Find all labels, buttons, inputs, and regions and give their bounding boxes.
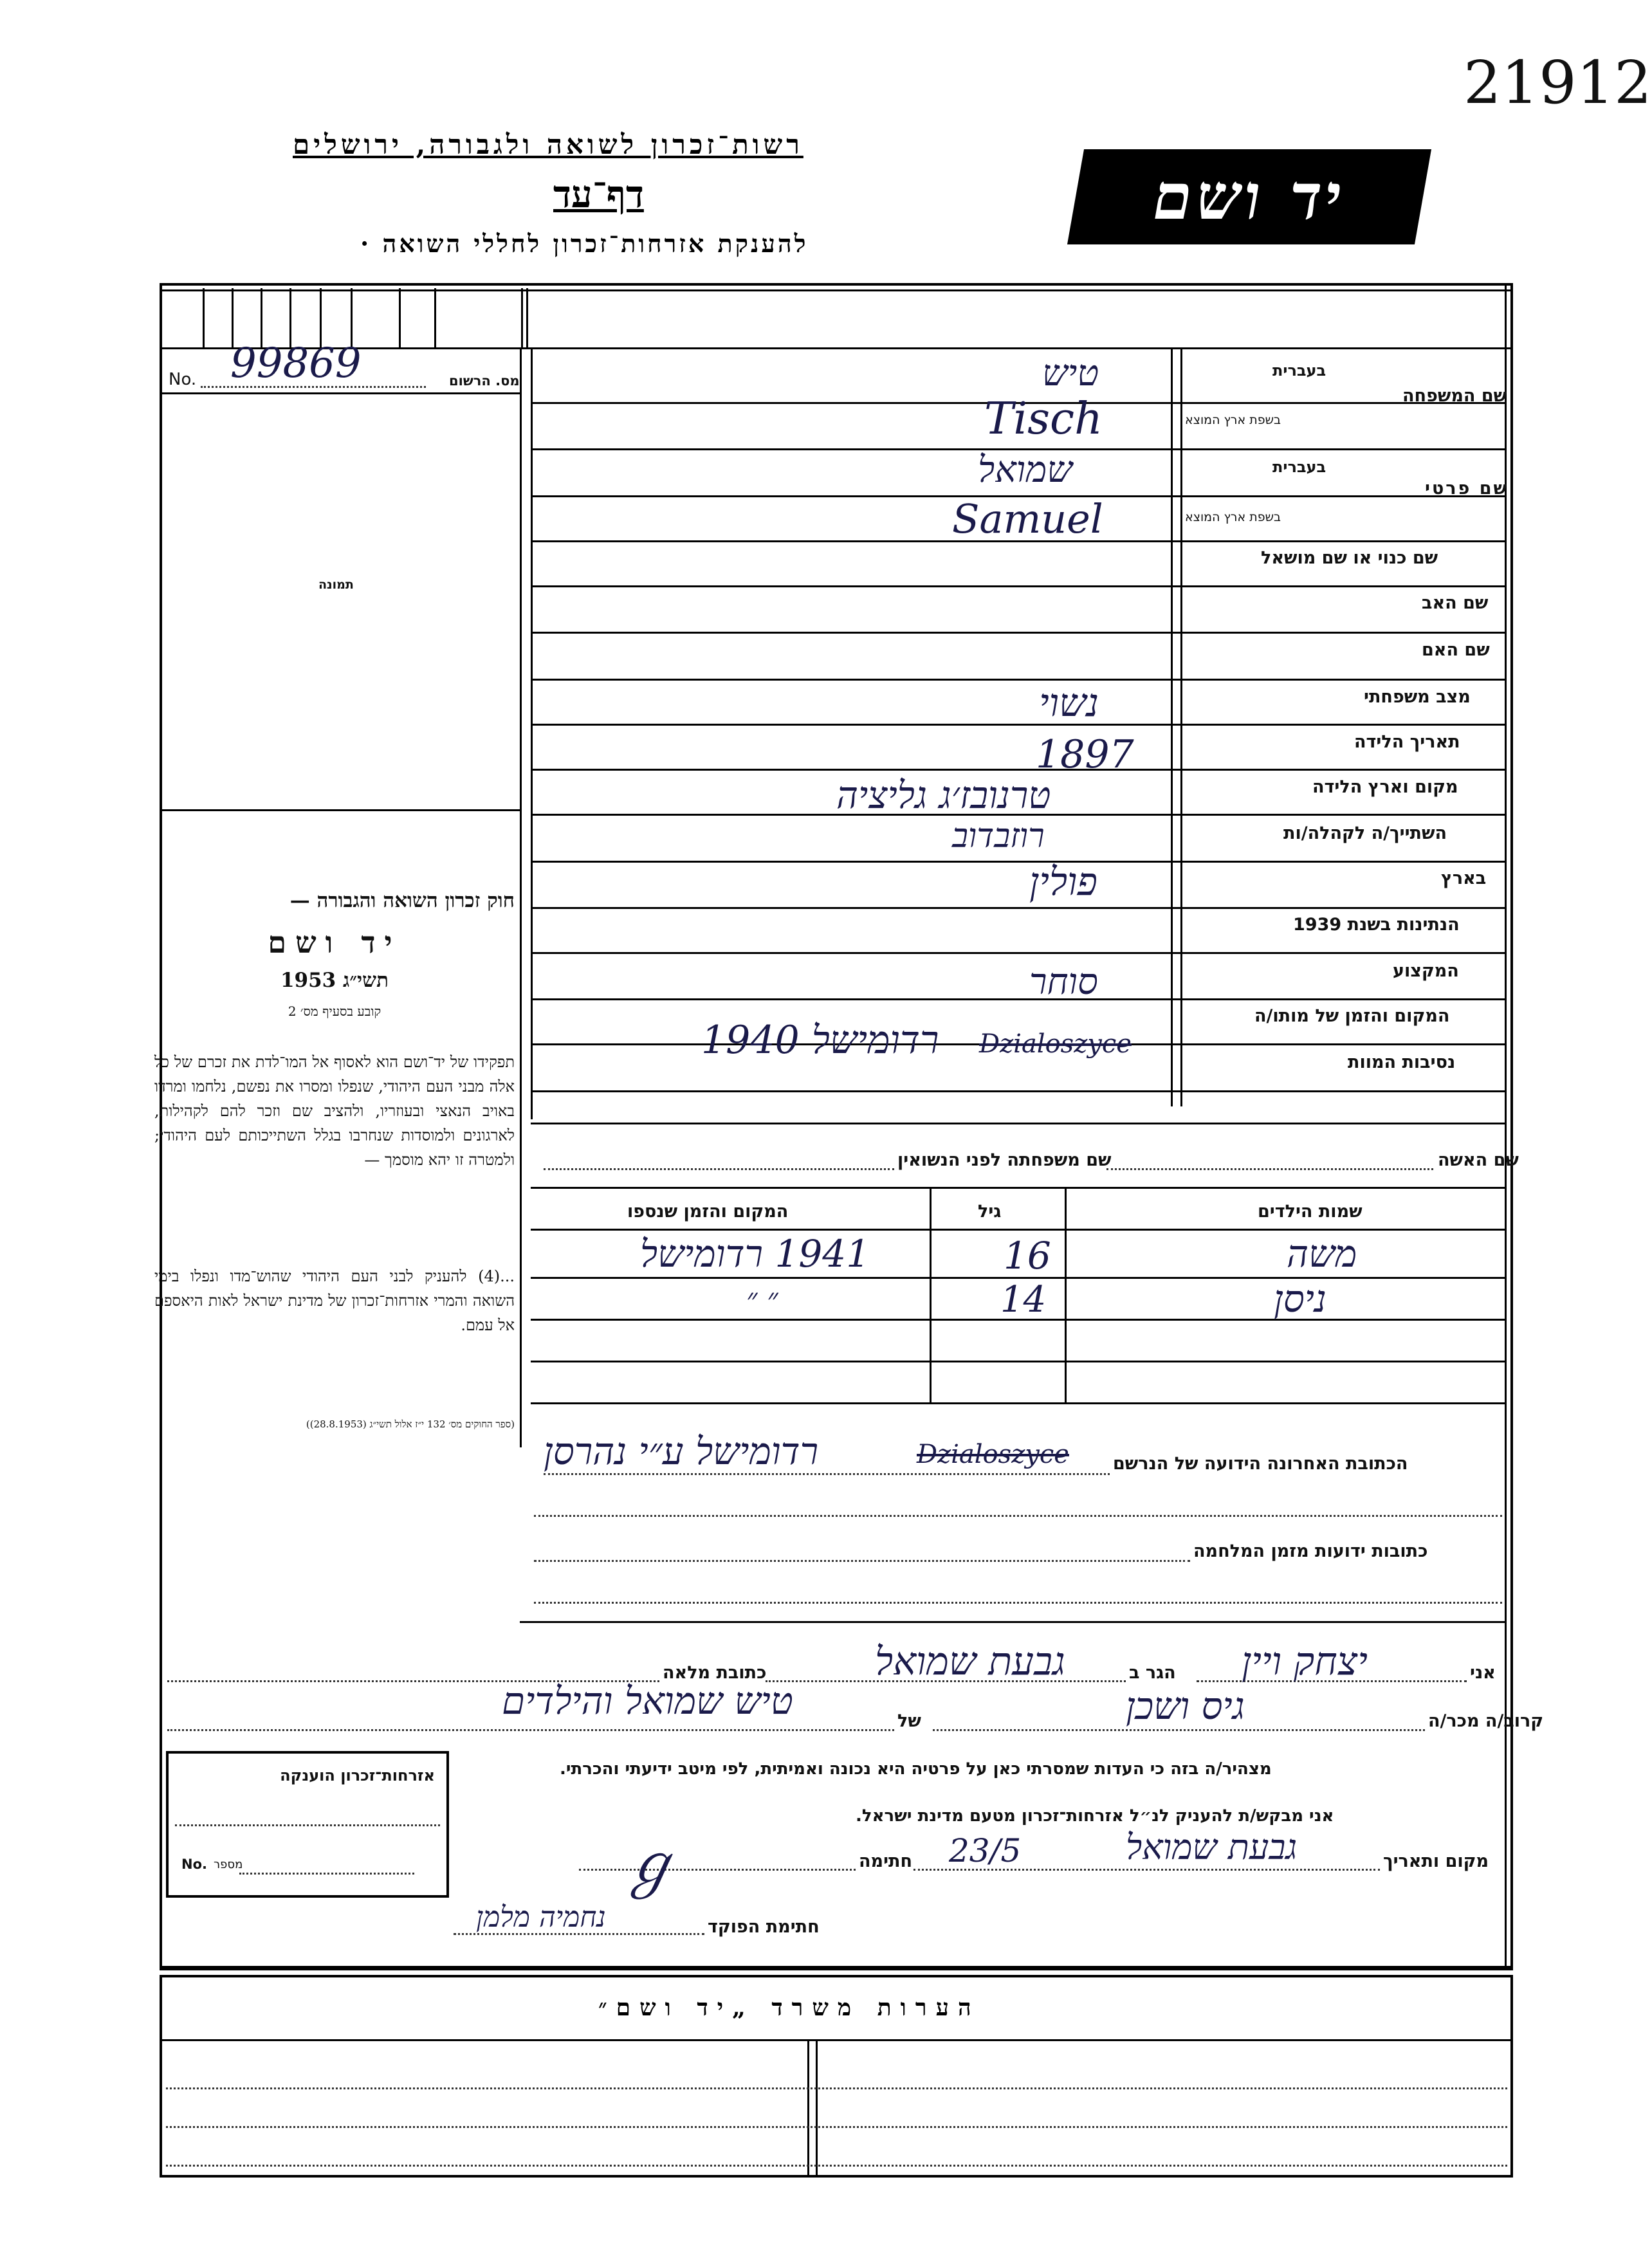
- profession-value: סוחר: [1029, 961, 1098, 1003]
- left-column-border: [520, 347, 522, 1447]
- granted-box-no-label: No.: [181, 1857, 207, 1872]
- row-line-11: [531, 861, 1505, 863]
- family-name-label: שם המשפחה: [1402, 386, 1507, 406]
- wife-dotline: [1106, 1168, 1433, 1170]
- law-year: תשי״ג 1953: [280, 969, 389, 992]
- country-value: פולין: [1029, 859, 1097, 904]
- family-name-origin-value: Tisch: [984, 394, 1103, 445]
- children-row-line-3: [531, 1361, 1505, 1362]
- child-1-place: 1941 רדומישל: [640, 1232, 870, 1276]
- witness-relation-label: קרוב/ה מכר/ה: [1428, 1711, 1544, 1731]
- wartime-dotline: [534, 1560, 1190, 1562]
- wartime-dotline-2: [534, 1602, 1502, 1604]
- birth-place-value: טרנובז׳ג גליציה: [836, 773, 1051, 817]
- witness-resides-label: הגר ב: [1129, 1663, 1176, 1683]
- family-name-hebrew-value: טיש: [1042, 353, 1099, 394]
- death-struck-value: Dzialoszyce: [979, 1029, 1132, 1059]
- children-header-names: שמות הילדים: [1258, 1202, 1363, 1222]
- address-section-bottom: [520, 1621, 1505, 1623]
- child-1-age: 16: [1004, 1234, 1051, 1278]
- witness-of-value: טיש שמואל והילדים: [502, 1679, 793, 1723]
- profession-label: המקצוע: [1393, 961, 1459, 981]
- wartime-address-label: כתובות ידועות מזמן המלחמה: [1193, 1541, 1428, 1561]
- law-body-1: תפקידו של יד־ושם הוא לאסוף אל המו־לדת את זכרם של כל אלה מבני העם היהודי, שנפלו ומסרו את נפשם, נלחמו ומרדו באויב הנאצי ובעוזריו, ולהציב שם וזכר להם לקהילות, לארגונים ולמוסדות שנחרבו בגלל השתייכותם לעם היהודי; ולמטרה זו יהא מוסמך —: [154, 1053, 515, 1169]
- office-notes-divider-2: [816, 2039, 818, 2178]
- child-2-name: ניסן: [1274, 1277, 1326, 1321]
- law-body-2: ...(4) להעניק לבני העם היהודי שהוש־מדו ונפלו בימי השואה והמרי אזרחות־זכרון של מדינת ישראל לאות היאספם אל עמם.: [154, 1267, 515, 1334]
- death-label: המקום והזמן של מותו/ה: [1254, 1006, 1450, 1026]
- field-value-column-border: [1180, 347, 1182, 1106]
- row-line-5: [531, 585, 1505, 587]
- child-2-place: ״ ״: [746, 1281, 778, 1316]
- office-notes-line-1: [166, 2087, 1507, 2089]
- row-line-14: [531, 998, 1505, 1000]
- birth-date-value: 1897: [1036, 732, 1134, 777]
- mother-label: שם האם: [1422, 640, 1490, 660]
- father-label: שם האב: [1422, 593, 1489, 613]
- children-col-border-1: [930, 1187, 932, 1402]
- place-value: גבעת שמואל: [1126, 1827, 1298, 1867]
- top-strip-divider: [526, 288, 528, 349]
- wife-row-bottom: [531, 1187, 1505, 1189]
- given-name-hebrew-sub: בעברית: [1272, 458, 1326, 476]
- witness-i-label: אני: [1470, 1663, 1496, 1683]
- given-name-origin-value: Samuel: [952, 495, 1103, 542]
- witness-full-address-label: כתובת מלאה: [663, 1663, 767, 1683]
- nickname-label: שם כנוי או שם מושאל: [1261, 548, 1438, 568]
- granted-citizenship-box: [166, 1751, 449, 1898]
- registration-label: מס. הרשום: [449, 373, 520, 389]
- row-line-13: [531, 952, 1505, 954]
- last-address-struck: Dzialoszyce: [917, 1440, 1069, 1469]
- office-notes-top: [160, 1968, 1513, 1970]
- community-label: השתייך/ה לקהלה/ות: [1283, 823, 1447, 843]
- death-value: רדומישל 1940: [701, 1018, 939, 1063]
- child-1-name: משה: [1287, 1232, 1357, 1276]
- row-line-16: [531, 1090, 1505, 1092]
- field-label-column-border: [1171, 347, 1173, 1106]
- authority-name: רשות־זכרון לשואה ולגבורה, ירושלים: [293, 129, 803, 160]
- office-notes-header-bottom: [160, 2039, 1513, 2041]
- logo-text: יד ושם: [1146, 160, 1352, 234]
- family-name-origin-sub: בשפת ארץ המוצא: [1185, 413, 1281, 427]
- birth-date-label: תאריך הלידה: [1354, 732, 1460, 752]
- law-citation: (ספר החוקים מס׳ 132 י״ז אלול תשי״ג (28.8.1953)): [306, 1418, 515, 1430]
- children-table-bottom: [531, 1402, 1505, 1404]
- office-notes-title: הערות משרד „יד ושם״: [598, 1994, 980, 2021]
- last-address-dotline-2: [534, 1515, 1502, 1517]
- witness-name-value: יצחק ויין: [1242, 1639, 1368, 1684]
- citizenship-label: הנתינות בשנת 1939: [1293, 915, 1460, 935]
- registration-no-label: No.: [169, 370, 197, 389]
- clerk-signature-label: חתימת הפוקד: [708, 1917, 820, 1937]
- office-notes-divider-1: [807, 2039, 809, 2178]
- office-notes-line-3: [166, 2165, 1507, 2167]
- row-line-7: [531, 679, 1505, 681]
- children-header-place: המקום והזמן שנספו: [627, 1202, 789, 1222]
- place-date-label: מקום ותאריך: [1383, 1851, 1489, 1871]
- photo-box-bottom: [160, 809, 521, 811]
- registration-number: 99869: [230, 340, 362, 387]
- circumstances-label: נסיבות המוות: [1348, 1052, 1456, 1072]
- wife-maiden-label: שם משפחתה לפני הנשואין: [897, 1150, 1112, 1170]
- signature-mark: ℊ: [621, 1831, 679, 1899]
- witness-relation-dotline: [933, 1729, 1425, 1731]
- row-line-12: [531, 907, 1505, 909]
- children-header-age: גיל: [978, 1202, 1002, 1222]
- date-value: 23/5: [949, 1832, 1022, 1869]
- law-clause: קובע בסעיף מס׳ 2: [288, 1004, 381, 1019]
- last-address-value: רדומישל ע״י נהרסן: [544, 1429, 819, 1473]
- witness-of-label: של: [897, 1711, 921, 1731]
- row-line-9: [531, 769, 1505, 771]
- witness-resides-value: גבעת שמואל: [875, 1639, 1065, 1684]
- row-line-6: [531, 632, 1505, 634]
- section-divider-wife: [531, 1123, 1505, 1124]
- family-name-hebrew-sub: בעברית: [1272, 362, 1326, 380]
- witness-request: אני מבקש/ת להעניק לנ״ל אזרחות־זכרון מטעם מדינת ישראל.: [856, 1806, 1334, 1826]
- office-notes-line-2: [166, 2126, 1507, 2128]
- wife-maiden-dotline: [544, 1168, 894, 1170]
- given-name-label: שם פרטי: [1425, 479, 1509, 499]
- clerk-signature-value: נחמיה מלמן: [476, 1901, 606, 1934]
- children-col-border-2: [1065, 1187, 1067, 1402]
- left-column-border-2: [531, 347, 533, 1119]
- registration-row-bottom: [160, 392, 521, 394]
- yad-vashem-logo: [1067, 149, 1431, 244]
- marital-label: מצב משפחתי: [1364, 687, 1471, 707]
- photo-label: תמונה: [318, 578, 354, 592]
- wife-label: שם האשה: [1438, 1150, 1519, 1170]
- country-label: בארץ: [1441, 868, 1487, 888]
- last-address-label: הכתובת האחרונה הידועה של הנרשם: [1113, 1454, 1408, 1474]
- signature-label: חתימה: [859, 1851, 913, 1871]
- last-address-dotline: [544, 1473, 1110, 1475]
- community-value: רוזבדוב: [952, 817, 1045, 856]
- form-title: דף־עד: [553, 172, 644, 216]
- child-2-age: 14: [1000, 1279, 1047, 1321]
- archive-number: 21912: [1464, 48, 1652, 117]
- top-strip-bottom: [160, 347, 1513, 349]
- granted-box-number-label: מספר: [214, 1858, 243, 1871]
- row-line-8: [531, 724, 1505, 726]
- witness-relation-value: גיס ושכן: [1126, 1684, 1245, 1728]
- granted-box-title: אזרחות־זכרון הוענקה: [280, 1766, 435, 1784]
- witness-declaration: מצהיר/ה בזה כי העדות שמסרתי כאן על פרטיה היא נכונה ואמיתית, לפי מיטב ידיעתי והכרתי.: [560, 1759, 1272, 1779]
- given-name-origin-sub: בשפת ארץ המוצא: [1185, 510, 1281, 524]
- birth-place-label: מקום וארץ הלידה: [1312, 777, 1458, 797]
- marital-value: נשוי: [1039, 681, 1099, 726]
- witness-of-dotline: [167, 1729, 894, 1731]
- law-title: חוק זכרון השואה והגבורה —: [289, 889, 515, 912]
- law-name: יד ושם: [268, 925, 401, 960]
- children-header-bottom: [531, 1229, 1505, 1231]
- form-subtitle: להענקת אזרחות־זכרון לחללי השואה ·: [360, 229, 809, 258]
- given-name-hebrew-value: שמואל: [978, 449, 1072, 491]
